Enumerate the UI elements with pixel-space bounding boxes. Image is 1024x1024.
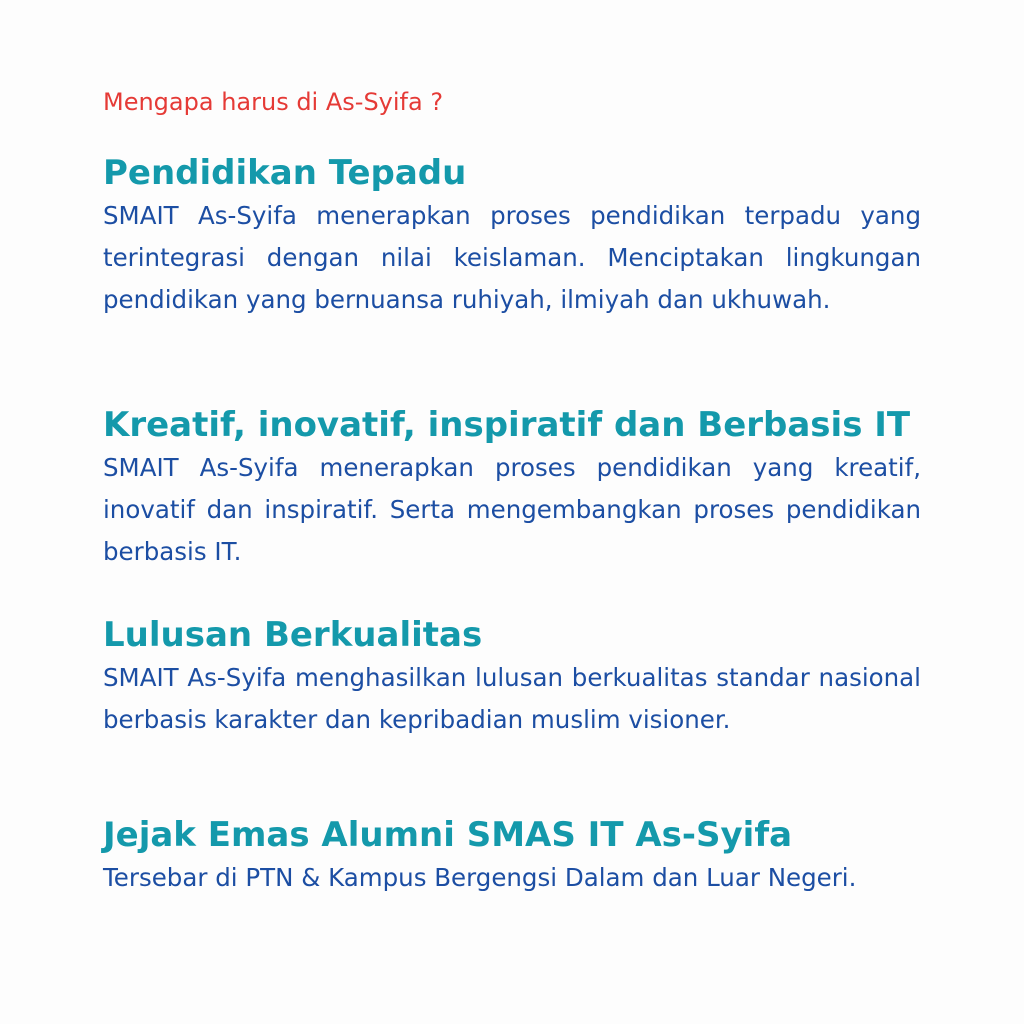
section-jejak-emas-alumni <box>103 813 921 899</box>
section-heading: Lulusan Berkualitas <box>103 615 483 655</box>
section-pendidikan-tepadu <box>103 151 921 321</box>
section-heading: Jejak Emas Alumni SMAS IT As-Syifa <box>103 815 793 855</box>
section-body: SMAIT As-Syifa menerapkan proses pendidikan yang kreatif, inovatif dan inspiratif. Serta mengembangkan proses pendidikan berbasis IT. <box>103 453 921 566</box>
section-body: SMAIT As-Syifa menghasilkan lulusan berkualitas standar nasional berbasis karakter dan kepribadian muslim visioner. <box>103 663 921 734</box>
section-lulusan-berkualitas <box>103 613 921 741</box>
section-body: Tersebar di PTN & Kampus Bergengsi Dalam dan Luar Negeri. <box>103 863 857 892</box>
section-body: SMAIT As-Syifa menerapkan proses pendidikan terpadu yang terintegrasi dengan nilai keislaman. Menciptakan lingkungan pendidikan yang bernuansa ruhiyah, ilmiyah dan ukhuwah. <box>103 201 921 314</box>
section-heading: Kreatif, inovatif, inspiratif dan Berbasis IT <box>103 405 911 445</box>
section-kicker: Mengapa harus di As-Syifa ? <box>103 88 444 116</box>
section-heading: Pendidikan Tepadu <box>103 153 467 193</box>
section-kreatif-inovatif <box>103 403 921 573</box>
